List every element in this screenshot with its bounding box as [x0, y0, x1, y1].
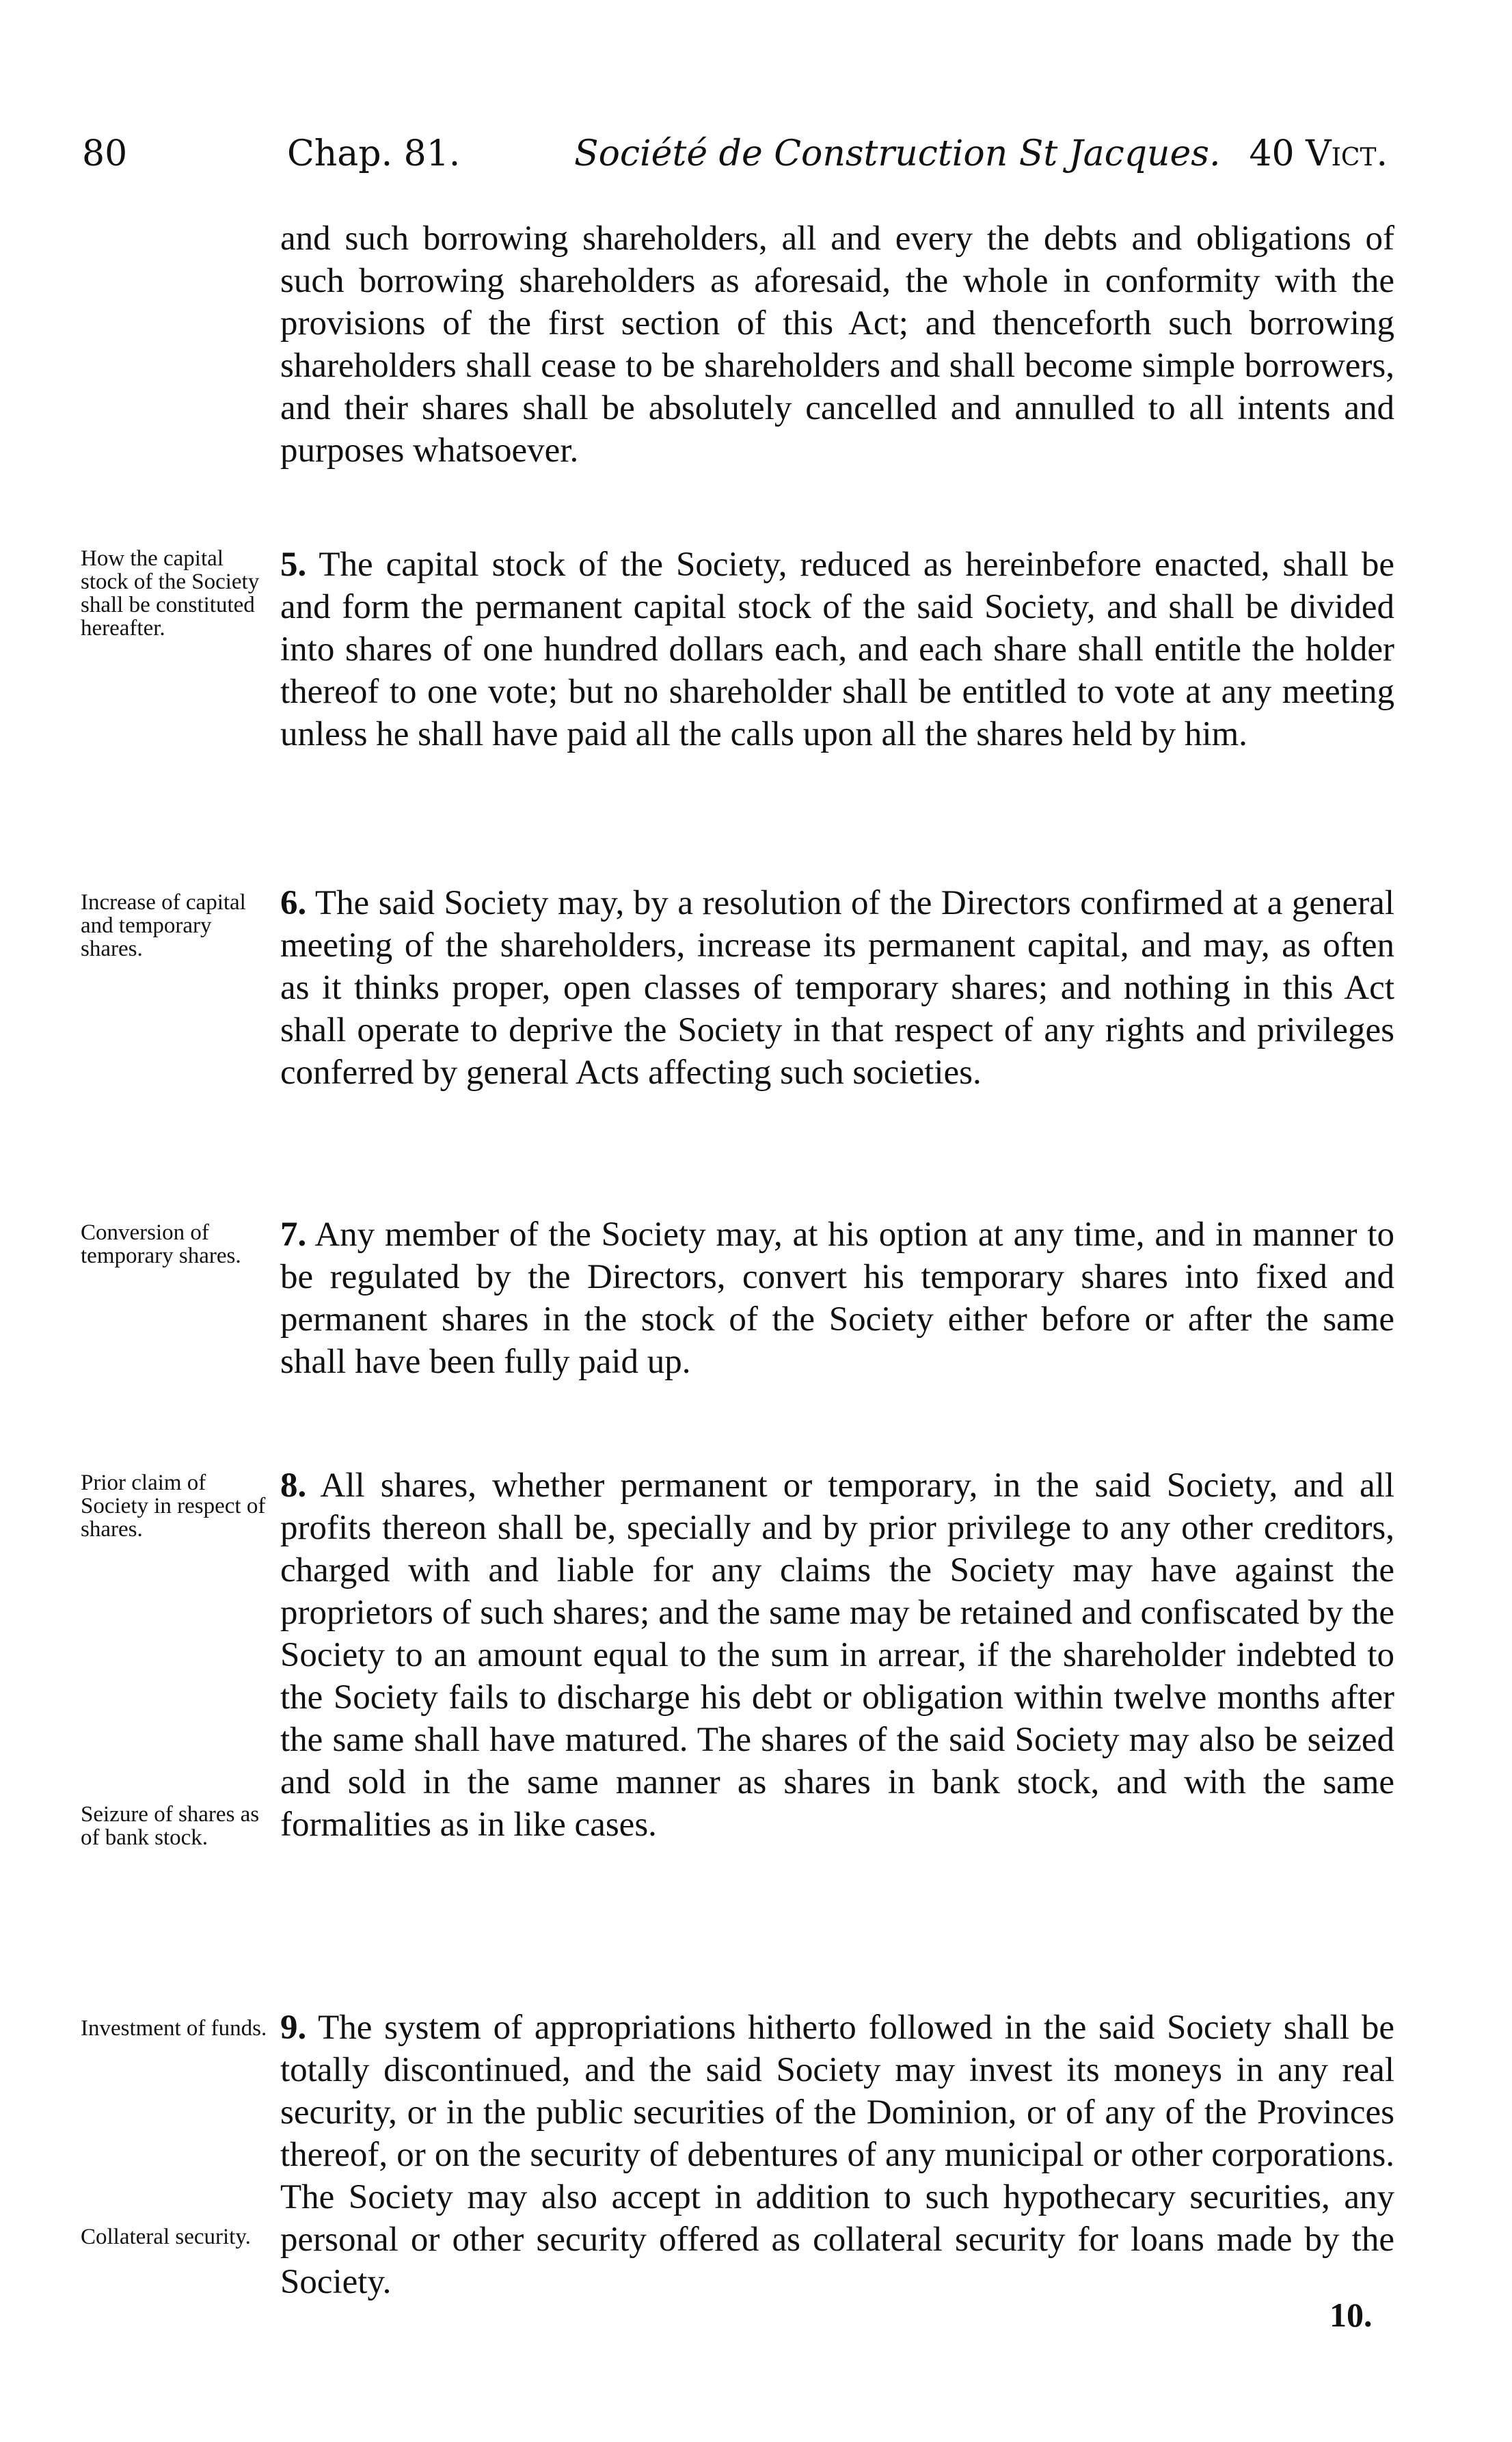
section-text: The said Society may, by a resolution of the Directors confirmed at a general meeting of the shareholders, increase its permanent capital, and may, as often as it thinks proper, open classes of temporary shares; and nothing in this Act shall operate to deprive the Society in that respect of any rights and privileges conferred by general Acts affecting such societies. [280, 884, 1394, 1092]
section-text: The system of appropriations hitherto followed in the said Society shall be totally discontinued, and the said Society may invest its moneys in any real security, or in the public securities of the Dominion, or of any of the Provinces thereof, or on the security of debentures of any municipal or other corporations. The Society may also accept in addition to such hypothecary securities, any personal or other security offered as collateral security for loans made by the Society. [280, 2009, 1394, 2301]
section-number: 9. [280, 2009, 307, 2047]
section-number: 8. [280, 1466, 307, 1505]
section-text: All shares, whether permanent or temporary, in the said Society, and all profits thereon shall be, specially and by prior privilege to any other creditors, charged with and liable for any claims the Society may have against the proprietors of such shares; and the same may be retained and confiscated by the Society to an amount equal to the sum in arrear, if the shareholder indebted to the Society fails to discharge his debt or obligation within twelve months after the same shall have matured. The shares of the said Society may also be seized and sold in the same manner as shares in bank stock, and with the same formalities as in like cases. [280, 1466, 1394, 1844]
section-7 [280, 1213, 1394, 1383]
margin-note: Seizure of shares as of bank stock. [81, 1802, 260, 1850]
margin-note: Prior claim of Society in respect of shares. [81, 1471, 266, 1542]
margin-note: Conversion of temporary shares. [81, 1220, 241, 1268]
section-number: 6. [280, 884, 307, 922]
regnal-year: 40 Vict. [1249, 133, 1388, 174]
section-text: Any member of the Society may, at his option at any time, and in manner to be regulated by the Directors, convert his temporary shares into fixed and permanent shares in the stock of the Society either before or after the same shall have been fully paid up. [280, 1216, 1394, 1381]
act-title: Société de Construction St Jacques. [574, 133, 1221, 174]
margin-note: How the capital stock of the Society shall be constituted hereafter. [81, 546, 260, 641]
section-6 [280, 882, 1394, 1094]
section-5 [280, 544, 1394, 755]
section-8 [280, 1464, 1394, 1846]
section-text: The capital stock of the Society, reduced as hereinbefore enacted, shall be and form the permanent capital stock of the said Society, and shall be divided into shares of one hundred dollars each, and each share shall entitle the holder thereof to one vote; but no shareholder shall be entitled to vote at any meeting unless he shall have paid all the calls upon all the shares held by him. [280, 546, 1394, 753]
margin-note: Collateral security. [81, 2225, 251, 2249]
section-9 [280, 2007, 1394, 2303]
chapter-label: Chap. 81. [287, 133, 461, 174]
section-number: 5. [280, 546, 307, 584]
margin-note: Investment of funds. [81, 2016, 267, 2041]
continuation-paragraph [280, 217, 1394, 472]
page-number: 80 [82, 133, 128, 174]
catchword: 10. [1329, 2296, 1373, 2334]
continuation-text: and such borrowing shareholders, all and every the debts and obligations of such borrowing shareholders as aforesaid, the whole in conformity with the provisions of the first section of this Act; and thenceforth such borrowing shareholders shall cease to be shareholders and shall become simple borrowers, and their shares shall be absolutely cancelled and annulled to all intents and purposes whatsoever. [280, 219, 1394, 470]
running-header [82, 130, 1388, 178]
margin-note: Increase of capital and temporary shares. [81, 890, 246, 961]
section-number: 7. [280, 1216, 307, 1254]
